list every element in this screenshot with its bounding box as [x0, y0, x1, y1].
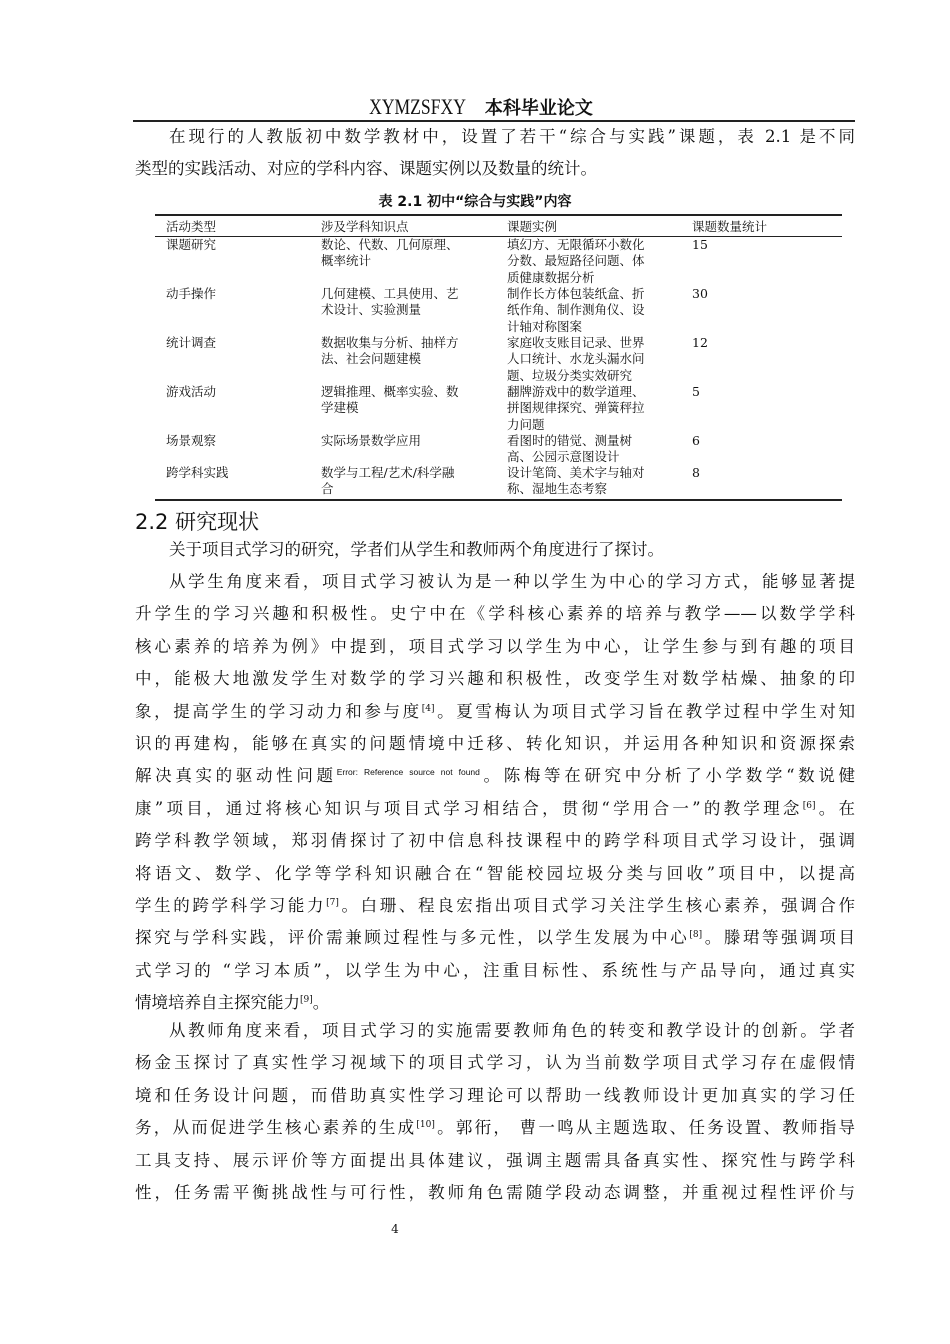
text-run: 象，提高学生的学习动力和参与度: [135, 701, 422, 721]
page-header: [0, 94, 950, 120]
table-cell: 30: [692, 286, 708, 301]
table-cell: 动手操作: [166, 286, 217, 301]
text-line: [135, 927, 855, 949]
table-cell: 15: [692, 237, 708, 252]
text-line: [169, 539, 855, 561]
table-cell: 12: [692, 335, 708, 350]
text-run: 中，能极大地激发学生对数学的学习兴趣和积极性，改变学生对数学枯燥、抽象的印: [135, 669, 855, 689]
table-cell: 制作长方体包装纸盒、折 纸作角、制作测角仪、设 计轴对称图案: [507, 286, 645, 334]
table-cell: 跨学科实践: [166, 465, 229, 480]
table-cell: 统计调查: [166, 335, 217, 350]
table-cell: 几何建模、工具使用、艺 术设计、实验测量: [321, 286, 459, 318]
text-run: 境和任务设计问题，而借助真实性学习理论可以帮助一线教师设计更加真实的学习任: [135, 1085, 855, 1105]
table-cell: 5: [692, 384, 700, 399]
text-run: 学生的跨学科学习能力: [135, 896, 327, 915]
citation-superscript: [10]: [416, 1120, 435, 1131]
text-line: [135, 960, 855, 982]
text-line: [169, 1020, 855, 1042]
table-cell: 翻牌游戏中的数学道理、 拼图规律探究、弹簧秤拉 力问题: [507, 384, 645, 432]
text-line: [135, 830, 855, 852]
text-line: [135, 733, 855, 755]
text-run: 式学习的 “学习本质”，以学生为中心，注重目标性、系统性与产品导向，通过真实: [135, 960, 855, 980]
citation-superscript: [4]: [421, 703, 435, 714]
text-run: 升学生的学习兴趣和积极性。史宁中在《学科核心素养的培养与教学——以数学学科: [135, 604, 855, 624]
text-line: [135, 863, 855, 885]
text-run: 将语文、数学、化学等学科知识融合在“智能校园垃圾分类与回收”项目中，以提高: [135, 863, 855, 883]
text-line: [135, 603, 855, 625]
text-run: 在现行的人教版初中数学教材中，设置了若干“综合与实践”课题，表 2.1 是不同: [169, 127, 855, 146]
table-cell: 实际场景数学应用: [321, 433, 422, 448]
text-line: [135, 895, 855, 917]
table-cell: 课题研究: [166, 237, 217, 252]
table-cell: 家庭收支账目记录、世界 人口统计、水龙头漏水问 题、垃圾分类实效研究: [507, 335, 645, 383]
table-cell: 填幻方、无限循环小数化 分数、最短路径问题、体 质健康数据分析: [507, 237, 645, 285]
text-line: [135, 1117, 855, 1139]
text-line: [135, 158, 855, 180]
table-caption: 表 2.1 初中“综合与实践”内容: [378, 194, 572, 210]
text-run: 核心素养的培养为例》中提到，项目式学习以学生为中心，让学生参与到有趣的项目: [135, 636, 855, 656]
page-number: 4: [391, 1222, 399, 1236]
table-cell: 逻辑推理、概率实验、数 学建模: [321, 384, 459, 416]
text-line: [135, 701, 855, 723]
citation-superscript: [8]: [689, 930, 703, 941]
table-header-rule: [155, 236, 842, 237]
text-run: 杨金玉探讨了真实性学习视域下的项目式学习，认为当前数学项目式学习存在虚假情: [135, 1053, 855, 1073]
header-latin: XYMZSFXY: [369, 94, 467, 119]
text-run: 。: [312, 993, 330, 1013]
text-run: 性，任务需平衡挑战性与可行性，教师角色需随学段动态调整，并重视过程性评价与: [135, 1183, 855, 1202]
text-line: [135, 765, 855, 787]
citation-superscript: [6]: [802, 800, 816, 811]
text-line: [135, 1085, 855, 1107]
section-heading: 2.2 研究现状: [135, 510, 260, 534]
text-run: 务，从而促进学生核心素养的生成: [135, 1118, 417, 1138]
text-run: 。郭衎， 曹一鸣从主题选取、任务设置、教师指导: [434, 1118, 855, 1138]
text-line: [135, 798, 855, 820]
text-run: 。白珊、程良宏指出项目式学习关注学生核心素养，强调合作: [338, 896, 856, 915]
text-run: 。滕珺等强调项目: [702, 928, 856, 948]
text-run: 。陈梅等在研究中分析了小学数学“数说健: [479, 766, 856, 786]
text-line: [135, 992, 855, 1014]
text-line: [169, 571, 855, 593]
citation-superscript: [9]: [300, 995, 313, 1006]
text-run: 康”项目，通过将核心知识与项目式学习相结合，贯彻“学用合一”的教学理念: [135, 798, 803, 818]
text-line: [135, 1052, 855, 1074]
table-cell: 数学与工程/艺术/科学融 合: [321, 465, 455, 497]
text-line: [135, 1150, 855, 1172]
text-run: 。在: [815, 798, 856, 818]
text-run: 关于项目式学习的研究，学者们从学生和教师两个角度进行了探讨。: [169, 540, 664, 559]
table-bottom-rule: [155, 499, 842, 501]
text-line: [135, 636, 855, 658]
table-cell: 游戏活动: [166, 384, 217, 399]
citation-superscript: [7]: [326, 898, 339, 908]
text-run: 从教师角度来看，项目式学习的实施需要教师角色的转变和教学设计的创新。学者: [169, 1021, 855, 1040]
text-run: 类型的实践活动、对应的学科内容、课题实例以及数量的统计。: [135, 158, 597, 178]
text-run: 探究与学科实践，评价需兼顾过程性与多元性，以学生发展为中心: [135, 928, 690, 948]
table-header-cell: 课题实例: [507, 219, 558, 234]
table-header-cell: 涉及学科知识点: [321, 219, 409, 234]
text-line: [135, 668, 855, 690]
text-line: [169, 126, 855, 148]
table-cell: 数论、代数、几何原理、 概率统计: [321, 237, 459, 269]
table-header-cell: 活动类型: [166, 219, 217, 234]
table-cell: 场景观察: [166, 433, 217, 448]
text-run: 识的再建构，能够在真实的问题情境中迁移、转化知识，并运用各种知识和资源探索: [135, 734, 855, 753]
table-cell: 8: [692, 465, 700, 480]
text-run: 解决真实的驱动性问题: [135, 766, 337, 786]
text-run: 。夏雪梅认为项目式学习旨在教学过程中学生对知: [434, 701, 856, 721]
table-cell: 看图时的错觉、测量树 高、公园示意图设计: [507, 433, 633, 465]
text-run: 从学生角度来看，项目式学习被认为是一种以学生为中心的学习方式，能够显著提: [169, 572, 855, 591]
header-rule: [133, 120, 855, 122]
table-header-cell: 课题数量统计: [692, 219, 768, 234]
table-cell: 6: [692, 433, 700, 448]
table-top-rule: [155, 214, 842, 216]
text-line: [135, 1182, 855, 1204]
text-run: 情境培养自主探究能力: [135, 993, 300, 1013]
text-run: 跨学科教学领域，郑羽倩探讨了初中信息科技课程中的跨学科项目式学习设计，强调: [135, 831, 855, 851]
reference-error: Error: Reference source not found: [336, 767, 480, 778]
header-title: 本科毕业论文: [484, 98, 593, 119]
table-cell: 数据收集与分析、抽样方 法、社会问题建模: [321, 335, 459, 367]
text-run: 工具支持、展示评价等方面提出具体建议，强调主题需具备真实性、探究性与跨学科: [135, 1150, 855, 1170]
table-cell: 设计笔筒、美术字与轴对 称、湿地生态考察: [507, 465, 645, 497]
